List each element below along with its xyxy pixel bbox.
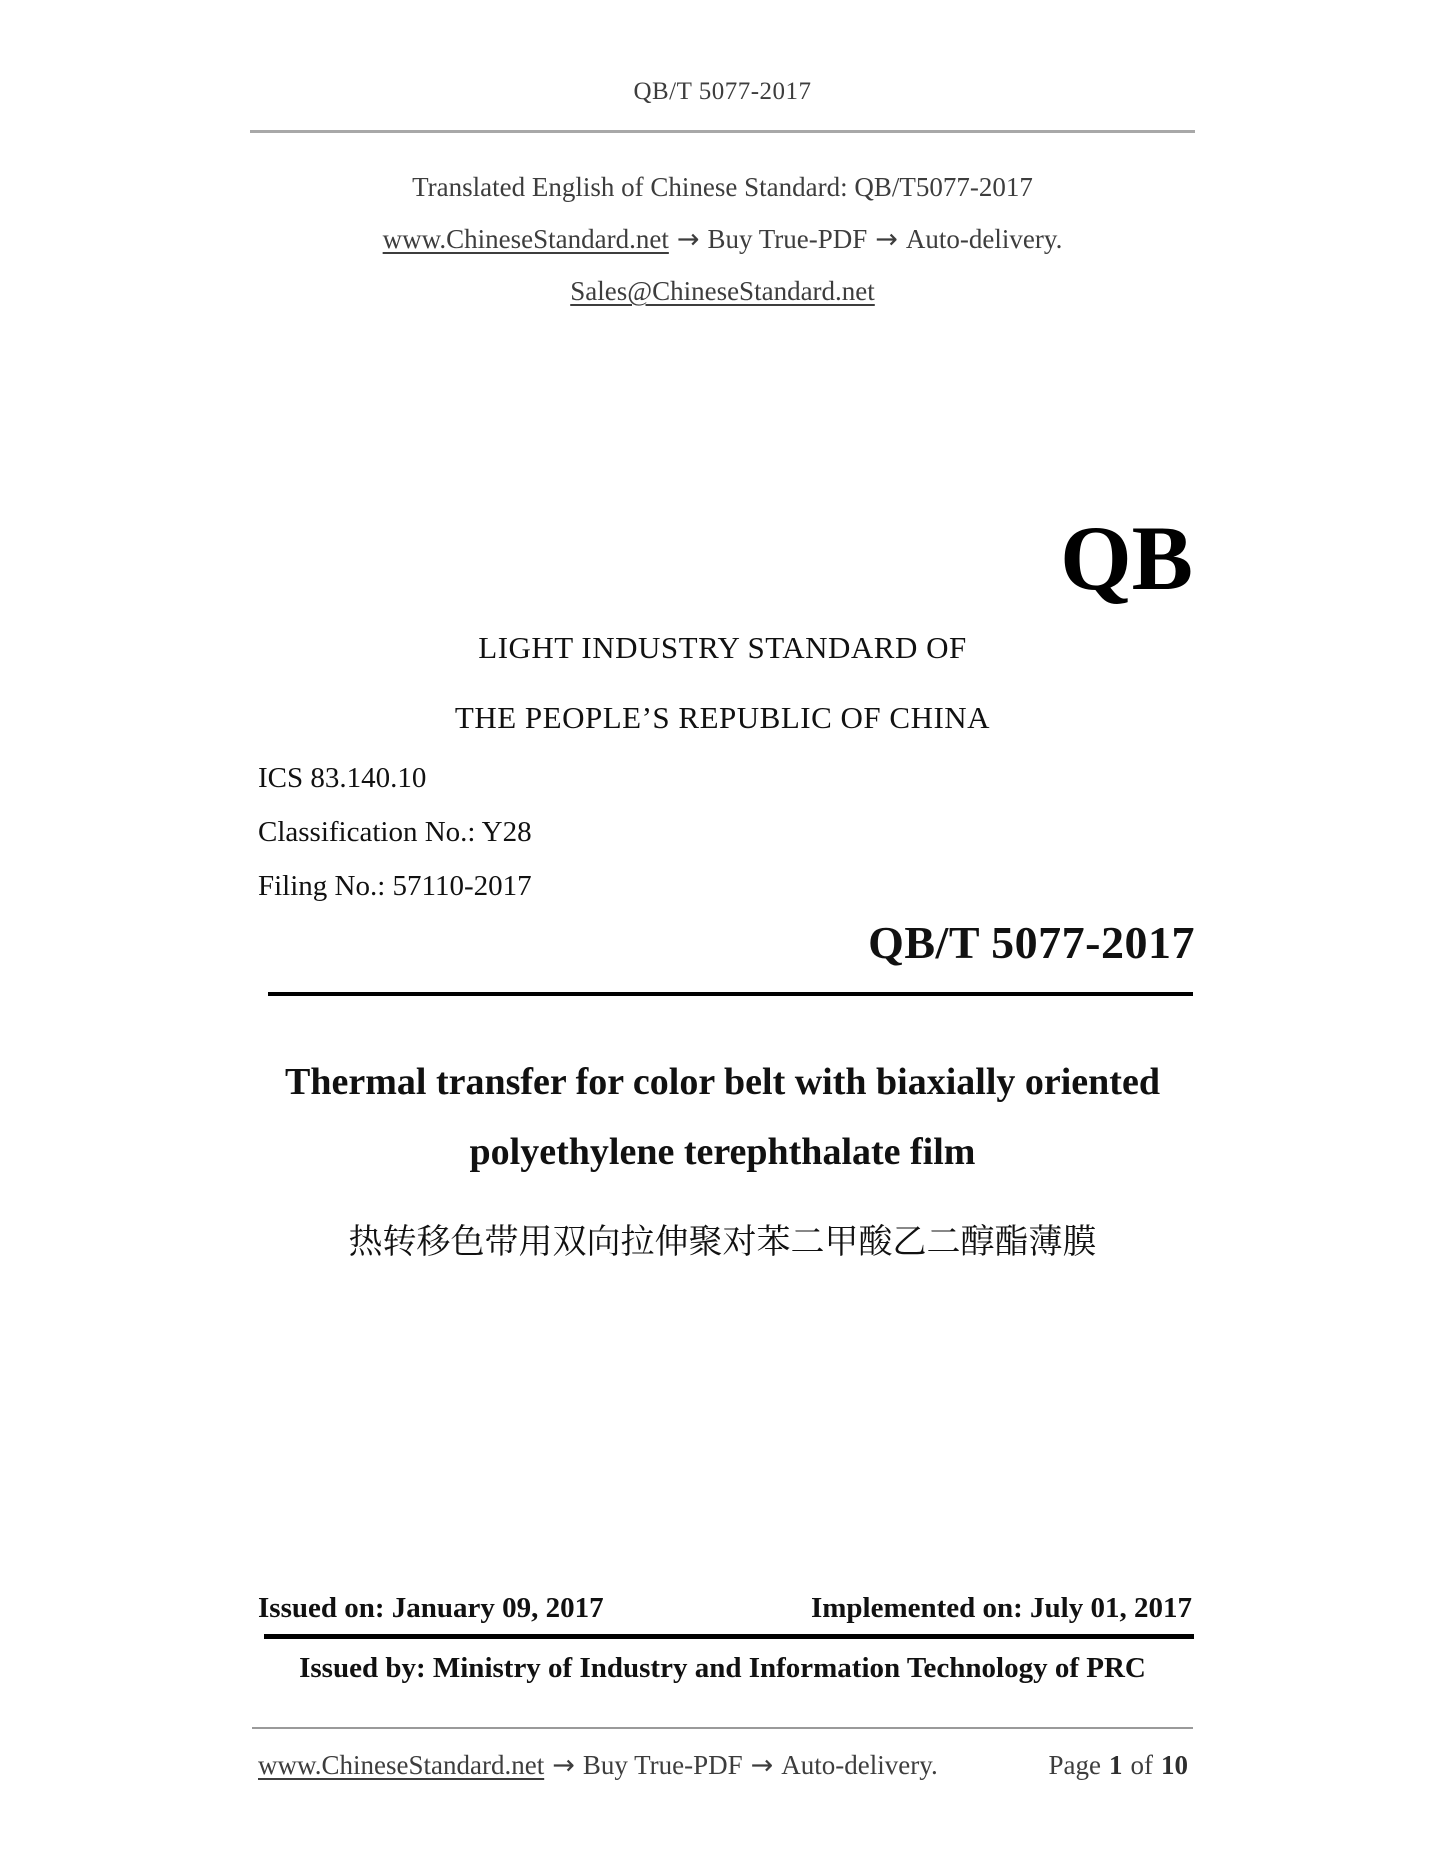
title-english-line2: polyethylene terephthalate film <box>469 1131 976 1173</box>
footer-rule <box>252 1727 1193 1729</box>
buy-text: Buy True-PDF <box>707 224 868 254</box>
title-chinese: 热转移色带用双向拉伸聚对苯二甲酸乙二醇酯薄膜 <box>348 1224 1097 1261</box>
running-header-doc-number: QB/T 5077-2017 <box>633 78 812 105</box>
implemented-date: Implemented on: July 01, 2017 <box>810 1592 1192 1624</box>
title-english-line1: Thermal transfer for color belt with biaxially oriented <box>285 1061 1160 1103</box>
footer-row <box>258 1750 1192 1781</box>
delivery-text: Auto-delivery. <box>781 1750 938 1780</box>
header-buy-line <box>250 224 1195 255</box>
doc-number-rule <box>268 992 1193 996</box>
dates-rule <box>264 1634 1194 1639</box>
issuer: Issued by: Ministry of Industry and Information Technology of PRC <box>299 1652 1146 1684</box>
issued-date: Issued on: January 09, 2017 <box>258 1592 604 1624</box>
right-arrow-icon: → <box>875 224 898 255</box>
header-rule <box>250 130 1195 133</box>
site-link[interactable]: www.ChineseStandard.net <box>382 224 669 254</box>
translated-note: Translated English of Chinese Standard: QB/T5077-2017 <box>412 172 1033 202</box>
page-total: 10 <box>1161 1750 1188 1780</box>
filing-number: Filing No.: 57110-2017 <box>258 870 532 902</box>
page-number-indicator <box>1045 1750 1192 1781</box>
qb-logo: QB <box>1060 507 1193 609</box>
page-current: 1 <box>1109 1750 1123 1780</box>
delivery-text: Auto-delivery. <box>905 224 1063 254</box>
standard-type-line1: LIGHT INDUSTRY STANDARD OF <box>478 630 967 665</box>
ics-number: ICS 83.140.10 <box>258 762 427 794</box>
buy-text: Buy True-PDF <box>582 1750 743 1780</box>
right-arrow-icon: → <box>750 1750 774 1781</box>
right-arrow-icon: → <box>552 1750 575 1781</box>
classification-number: Classification No.: Y28 <box>258 816 532 848</box>
page-of-label: of <box>1130 1750 1153 1780</box>
page-label: Page <box>1048 1750 1101 1780</box>
header-sales-line <box>250 276 1195 307</box>
doc-number-large: QB/T 5077-2017 <box>868 917 1195 968</box>
email-link[interactable]: Sales@ChineseStandard.net <box>570 276 875 306</box>
standard-type-line2: THE PEOPLE’S REPUBLIC OF CHINA <box>454 700 991 735</box>
publication-dates-row <box>258 1592 1192 1625</box>
footer-buy-line <box>258 1750 938 1781</box>
right-arrow-icon: → <box>676 224 700 255</box>
site-link[interactable]: www.ChineseStandard.net <box>258 1750 545 1780</box>
